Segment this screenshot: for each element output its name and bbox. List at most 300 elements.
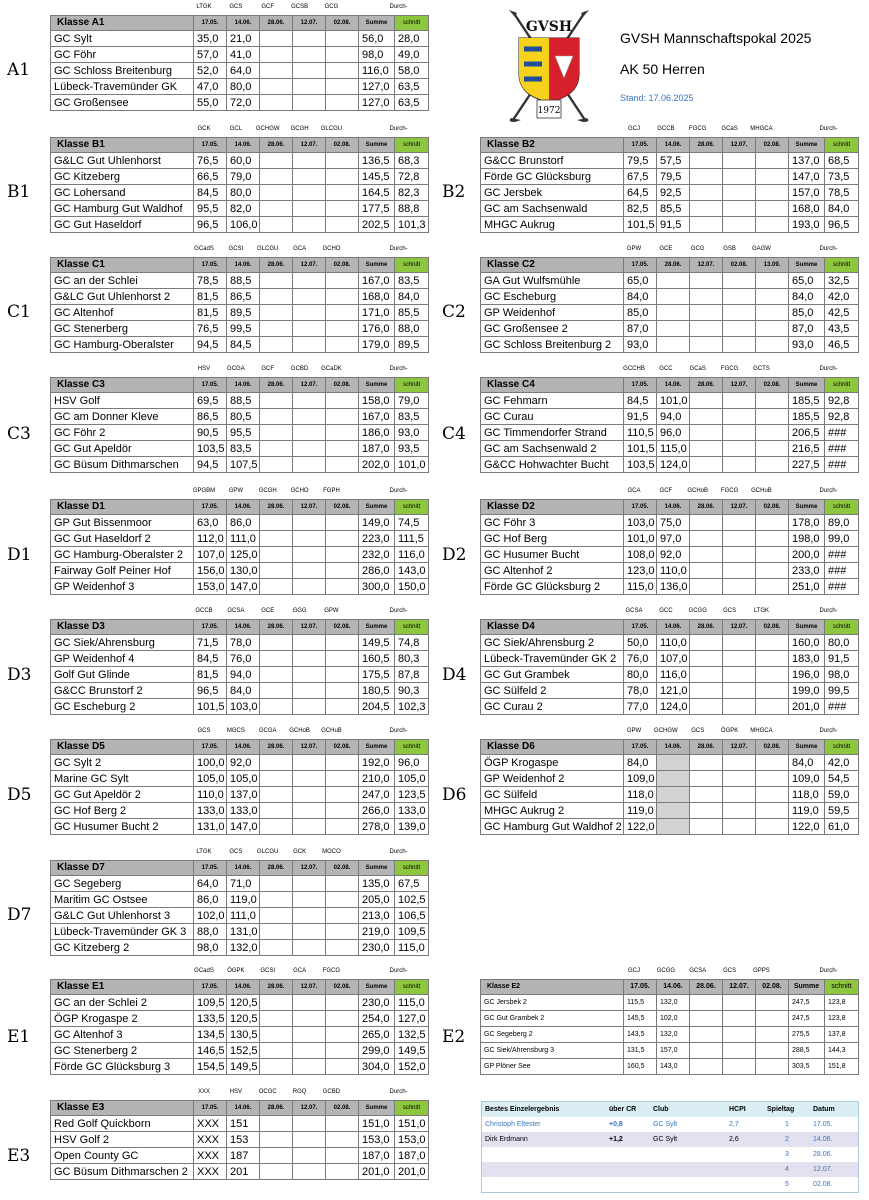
team-name: Lübeck-Travemünder GK 2 — [481, 651, 624, 667]
score-cell — [690, 1043, 723, 1059]
team-name: GC Altenhof — [51, 305, 194, 321]
best-cell — [606, 1162, 650, 1177]
score-cell — [293, 185, 326, 201]
score-cell: 111,0 — [227, 531, 260, 547]
score-cell: 91,5 — [657, 217, 690, 233]
score-cell — [690, 1027, 723, 1043]
score-cell — [293, 1059, 326, 1075]
score-cell: 41,0 — [227, 47, 260, 63]
durchschnitt-header: schnitt — [825, 980, 859, 995]
team-row — [481, 667, 859, 683]
venue-spacer — [777, 608, 812, 619]
score-cell — [756, 337, 789, 353]
date-cell: 02.08. — [326, 16, 359, 31]
score-cell: 83,5 — [395, 273, 429, 289]
score-cell: 80,3 — [395, 651, 429, 667]
venue-code: GCL — [229, 126, 243, 132]
score-cell: 132,0 — [227, 940, 260, 956]
score-cell — [293, 1164, 326, 1180]
team-row — [481, 1059, 859, 1075]
score-cell: 84,5 — [194, 651, 227, 667]
score-cell: 206,5 — [789, 425, 825, 441]
header-row — [51, 980, 429, 995]
score-cell — [723, 217, 756, 233]
class-label-c1: C1 — [7, 302, 31, 322]
header-row — [51, 861, 429, 876]
header-row — [51, 378, 429, 393]
team-name: GC Timmendorfer Strand — [481, 425, 624, 441]
score-cell: 55,0 — [194, 95, 227, 111]
team-row — [481, 1027, 859, 1043]
score-cell — [326, 579, 359, 595]
venue-spacer — [50, 849, 188, 860]
score-cell: 149,5 — [227, 1059, 260, 1075]
score-cell: 102,5 — [395, 892, 429, 908]
klasse-table — [50, 739, 429, 835]
score-cell: 49,0 — [395, 47, 429, 63]
score-cell: 74,8 — [395, 635, 429, 651]
team-name: Fairway Golf Peiner Hof — [51, 563, 194, 579]
score-cell — [326, 651, 359, 667]
score-cell — [756, 699, 789, 715]
team-row — [481, 409, 859, 425]
score-cell: 87,0 — [789, 321, 825, 337]
klasse-title: Klasse D3 — [51, 620, 194, 635]
venue-code: GCaS — [689, 366, 706, 372]
score-cell — [326, 79, 359, 95]
team-row — [481, 755, 859, 771]
score-cell: 187,0 — [359, 441, 395, 457]
venue-spacer — [50, 488, 188, 499]
score-cell — [326, 321, 359, 337]
score-cell — [293, 31, 326, 47]
score-cell: 247,5 — [789, 995, 825, 1011]
date-cell: 17.05. — [194, 1101, 227, 1116]
team-name: GC Gut Apeldör — [51, 441, 194, 457]
score-cell: ### — [825, 563, 859, 579]
venue-code: GCSt — [228, 246, 244, 252]
team-name: GC Hamburg Gut Waldhof 2 — [481, 819, 624, 835]
venue-code: GCGH — [290, 126, 309, 132]
score-cell — [293, 441, 326, 457]
team-name: HSV Golf 2 — [51, 1132, 194, 1148]
venue-code: GSB — [723, 246, 736, 252]
score-cell — [723, 393, 756, 409]
durchschnitt-header: schnitt — [395, 1101, 429, 1116]
score-cell: 149,0 — [359, 515, 395, 531]
score-cell: ### — [825, 699, 859, 715]
score-cell: 153,0 — [194, 579, 227, 595]
score-cell — [657, 273, 690, 289]
klasse-d3 — [50, 608, 426, 715]
score-cell: ### — [825, 579, 859, 595]
score-cell: 164,5 — [359, 185, 395, 201]
score-cell: 202,0 — [359, 457, 395, 473]
score-cell: 133,5 — [194, 1011, 227, 1027]
score-cell — [756, 995, 789, 1011]
team-name: GC am Sachsenwald 2 — [481, 441, 624, 457]
score-cell: 93,5 — [395, 441, 429, 457]
score-cell — [326, 1148, 359, 1164]
score-cell — [756, 409, 789, 425]
score-cell — [293, 425, 326, 441]
score-cell: ### — [825, 457, 859, 473]
date-cell: 12.07. — [723, 740, 756, 755]
date-cell: 12.07. — [293, 500, 326, 515]
score-cell — [293, 924, 326, 940]
score-cell: 74,5 — [395, 515, 429, 531]
score-cell — [756, 289, 789, 305]
best-header-cr: über CR — [606, 1102, 650, 1117]
team-row — [481, 547, 859, 563]
score-cell: 77,0 — [624, 699, 657, 715]
date-cell: 14.06. — [227, 861, 260, 876]
team-name: GC Schloss Breitenburg — [51, 63, 194, 79]
score-cell — [326, 1164, 359, 1180]
summe-header: Summe — [359, 740, 395, 755]
score-cell: 303,5 — [789, 1059, 825, 1075]
durch-label: Durch- — [389, 849, 408, 855]
header-row — [481, 258, 859, 273]
team-name: GC Hamburg-Oberalster — [51, 337, 194, 353]
venue-code: GCF — [659, 488, 673, 494]
best-cell: Dirk Erdmann — [482, 1132, 606, 1147]
score-cell — [690, 803, 723, 819]
score-cell: 168,0 — [789, 201, 825, 217]
date-cell: 28.06. — [260, 620, 293, 635]
score-cell: 61,0 — [825, 819, 859, 835]
team-row — [51, 563, 429, 579]
klasse-title: Klasse C4 — [481, 378, 624, 393]
score-cell — [260, 1148, 293, 1164]
team-row — [51, 1116, 429, 1132]
score-cell: 86,5 — [227, 289, 260, 305]
durch-label: Durch- — [389, 728, 408, 734]
team-name: Open County GC — [51, 1148, 194, 1164]
score-cell — [756, 425, 789, 441]
venue-code: GCCB — [195, 608, 213, 614]
score-cell — [657, 321, 690, 337]
score-cell — [723, 787, 756, 803]
score-cell: 50,0 — [624, 635, 657, 651]
score-cell — [690, 1011, 723, 1027]
venue-row — [50, 4, 415, 15]
score-cell: 80,0 — [624, 667, 657, 683]
team-row — [481, 787, 859, 803]
score-cell — [260, 1164, 293, 1180]
best-cell — [650, 1147, 726, 1162]
team-name: Maritim GC Ostsee — [51, 892, 194, 908]
score-cell: 132,0 — [657, 1027, 690, 1043]
date-cell: 28.06. — [260, 378, 293, 393]
score-cell: 76,5 — [194, 321, 227, 337]
team-row — [51, 819, 429, 835]
venue-code: ÖGPK — [227, 968, 245, 974]
durchschnitt-header: schnitt — [395, 138, 429, 153]
header-row — [51, 258, 429, 273]
team-name: GC Großensee — [51, 95, 194, 111]
venue-code: GCS — [229, 849, 243, 855]
date-cell: 12.07. — [293, 1101, 326, 1116]
score-cell: 106,0 — [227, 217, 260, 233]
team-name: MHGC Aukrug — [481, 217, 624, 233]
score-cell — [690, 1059, 723, 1075]
score-cell: 80,0 — [825, 635, 859, 651]
summe-header: Summe — [359, 16, 395, 31]
score-cell: 147,0 — [227, 819, 260, 835]
date-cell: 17.05. — [194, 258, 227, 273]
score-cell — [326, 393, 359, 409]
score-cell — [293, 63, 326, 79]
score-cell: 105,0 — [194, 771, 227, 787]
date-cell: 12.07. — [723, 138, 756, 153]
date-cell: 14.06. — [657, 740, 690, 755]
klasse-a1 — [50, 4, 421, 111]
klasse-c2 — [480, 246, 851, 353]
score-cell: 120,5 — [227, 995, 260, 1011]
best-row — [482, 1132, 858, 1147]
team-row — [51, 635, 429, 651]
team-name: MHGC Aukrug 2 — [481, 803, 624, 819]
score-cell: 198,0 — [789, 531, 825, 547]
page-title: GVSH Mannschaftspokal 2025 — [620, 30, 812, 46]
score-cell — [260, 79, 293, 95]
team-row — [51, 169, 429, 185]
team-name: GC Sylt — [51, 31, 194, 47]
score-cell — [756, 169, 789, 185]
klasse-c1 — [50, 246, 421, 353]
team-row — [51, 531, 429, 547]
score-cell — [756, 803, 789, 819]
score-cell: 92,8 — [825, 409, 859, 425]
score-cell — [293, 457, 326, 473]
score-cell: 81,5 — [194, 289, 227, 305]
score-cell — [657, 803, 690, 819]
score-cell — [756, 819, 789, 835]
score-cell: 120,5 — [227, 1011, 260, 1027]
score-cell: 137,8 — [825, 1027, 859, 1043]
venue-code: GCGG — [688, 608, 707, 614]
date-cell: 28.06. — [690, 378, 723, 393]
score-cell: 68,3 — [395, 153, 429, 169]
date-cell: 14.06. — [657, 500, 690, 515]
klasse-b1 — [50, 126, 426, 233]
date-cell: 02.08. — [326, 500, 359, 515]
team-row — [51, 425, 429, 441]
date-cell: 28.06. — [690, 740, 723, 755]
venue-spacer — [347, 246, 382, 257]
score-cell — [756, 771, 789, 787]
durchschnitt-header: schnitt — [825, 378, 859, 393]
score-cell — [260, 441, 293, 457]
venue-code: GCC — [659, 608, 673, 614]
score-cell: 160,0 — [789, 635, 825, 651]
score-cell: 86,5 — [194, 409, 227, 425]
best-cell — [606, 1147, 650, 1162]
venue-row — [50, 126, 415, 137]
team-row — [481, 321, 859, 337]
score-cell: 109,0 — [624, 771, 657, 787]
score-cell — [293, 1132, 326, 1148]
score-cell — [756, 1027, 789, 1043]
team-row — [481, 305, 859, 321]
score-cell — [326, 755, 359, 771]
score-cell — [756, 305, 789, 321]
venue-code: GPPS — [753, 968, 770, 974]
team-name: ÖGP Krogaspe — [481, 755, 624, 771]
venue-code: GCGA — [227, 366, 245, 372]
score-cell — [690, 337, 723, 353]
date-cell: 17.05. — [194, 740, 227, 755]
klasse-table — [50, 499, 429, 595]
score-cell: 28,0 — [395, 31, 429, 47]
score-cell — [690, 995, 723, 1011]
team-name: GC Büsum Dithmarschen — [51, 457, 194, 473]
score-cell: 81,5 — [194, 305, 227, 321]
team-row — [51, 651, 429, 667]
score-cell: 105,0 — [227, 771, 260, 787]
score-cell: 67,5 — [395, 876, 429, 892]
score-cell — [293, 1116, 326, 1132]
score-cell: 130,0 — [227, 563, 260, 579]
klasse-title: Klasse B1 — [51, 138, 194, 153]
score-cell: 251,0 — [789, 579, 825, 595]
team-name: GP Gut Bissenmoor — [51, 515, 194, 531]
team-name: GC Föhr — [51, 47, 194, 63]
score-cell — [756, 531, 789, 547]
team-row — [481, 337, 859, 353]
score-cell: 145,5 — [359, 169, 395, 185]
page-subtitle: AK 50 Herren — [620, 61, 705, 77]
score-cell: 131,0 — [227, 924, 260, 940]
score-cell: 98,0 — [194, 940, 227, 956]
score-cell: 35,0 — [194, 31, 227, 47]
score-cell: 133,0 — [194, 803, 227, 819]
score-cell — [260, 321, 293, 337]
score-cell — [326, 924, 359, 940]
team-name: G&LC Gut Uhlenhorst 2 — [51, 289, 194, 305]
score-cell: 143,0 — [657, 1059, 690, 1075]
score-cell — [260, 31, 293, 47]
score-cell: 112,0 — [194, 531, 227, 547]
score-cell — [723, 273, 756, 289]
date-cell: 02.08. — [326, 861, 359, 876]
venue-spacer — [50, 126, 188, 137]
best-cell: GC Sylt — [653, 1121, 678, 1128]
venue-code: GPW — [626, 246, 642, 252]
logo-text: GVSH — [525, 19, 573, 35]
score-cell — [260, 803, 293, 819]
venue-row — [480, 366, 845, 377]
score-cell: 115,0 — [657, 441, 690, 457]
team-row — [481, 531, 859, 547]
venue-code: GCHO — [322, 246, 341, 252]
score-cell: 80,0 — [227, 79, 260, 95]
score-cell: 233,0 — [789, 563, 825, 579]
summe-header: Summe — [359, 620, 395, 635]
date-cell: 02.08. — [326, 138, 359, 153]
score-cell: 304,0 — [359, 1059, 395, 1075]
score-cell: 121,0 — [657, 683, 690, 699]
score-cell: 84,0 — [227, 683, 260, 699]
venue-code: GCG — [324, 4, 339, 10]
score-cell — [756, 683, 789, 699]
score-cell — [326, 185, 359, 201]
team-name: GC Curau — [481, 409, 624, 425]
class-label-b2: B2 — [442, 182, 466, 202]
score-cell: 65,0 — [624, 273, 657, 289]
score-cell — [690, 787, 723, 803]
score-cell: 88,5 — [227, 393, 260, 409]
score-cell: 133,0 — [395, 803, 429, 819]
date-cell: 28.06. — [690, 980, 723, 995]
score-cell — [690, 515, 723, 531]
date-cell: 12.07. — [723, 500, 756, 515]
team-row — [51, 47, 429, 63]
score-cell — [260, 409, 293, 425]
date-cell: 28.06. — [260, 1101, 293, 1116]
venue-code: GCSA — [625, 608, 643, 614]
venue-code: GCHuB — [321, 728, 342, 734]
score-cell — [723, 699, 756, 715]
score-cell: 185,5 — [789, 393, 825, 409]
score-cell: 76,0 — [624, 651, 657, 667]
score-cell: 119,0 — [227, 892, 260, 908]
summe-header: Summe — [359, 378, 395, 393]
klasse-table — [50, 15, 429, 111]
score-cell: 52,0 — [194, 63, 227, 79]
score-cell — [690, 201, 723, 217]
venue-code: GCHoB — [687, 488, 709, 494]
venue-spacer — [777, 126, 812, 137]
score-cell: 153,0 — [395, 1132, 429, 1148]
venue-code: GCSA — [689, 968, 707, 974]
score-cell — [326, 1011, 359, 1027]
score-cell — [326, 892, 359, 908]
score-cell — [326, 305, 359, 321]
durchschnitt-header: schnitt — [825, 138, 859, 153]
team-name: GC Segeberg — [51, 876, 194, 892]
team-name: GC Husumer Bucht 2 — [51, 819, 194, 835]
score-cell: 193,0 — [789, 217, 825, 233]
durch-label: Durch- — [389, 126, 408, 132]
team-name: GP Weidenhof 4 — [51, 651, 194, 667]
venue-code: GCF — [261, 366, 275, 372]
date-cell: 02.08. — [756, 980, 789, 995]
best-row — [482, 1162, 858, 1177]
score-cell — [723, 563, 756, 579]
score-cell: 230,0 — [359, 995, 395, 1011]
score-cell: 98,0 — [825, 667, 859, 683]
durchschnitt-header: schnitt — [395, 258, 429, 273]
score-cell: 99,0 — [825, 531, 859, 547]
score-cell: ### — [825, 441, 859, 457]
team-row — [481, 185, 859, 201]
score-cell — [690, 169, 723, 185]
score-cell: 115,0 — [395, 940, 429, 956]
durch-label: Durch- — [389, 246, 408, 252]
score-cell: 97,0 — [657, 531, 690, 547]
score-cell — [756, 515, 789, 531]
score-cell — [690, 651, 723, 667]
score-cell — [260, 940, 293, 956]
venue-code: GCaDK — [321, 366, 342, 372]
score-cell: 93,0 — [624, 337, 657, 353]
score-cell — [756, 217, 789, 233]
date-cell: 28.06. — [260, 980, 293, 995]
score-cell: 185,5 — [789, 409, 825, 425]
date-cell: 12.07. — [293, 138, 326, 153]
